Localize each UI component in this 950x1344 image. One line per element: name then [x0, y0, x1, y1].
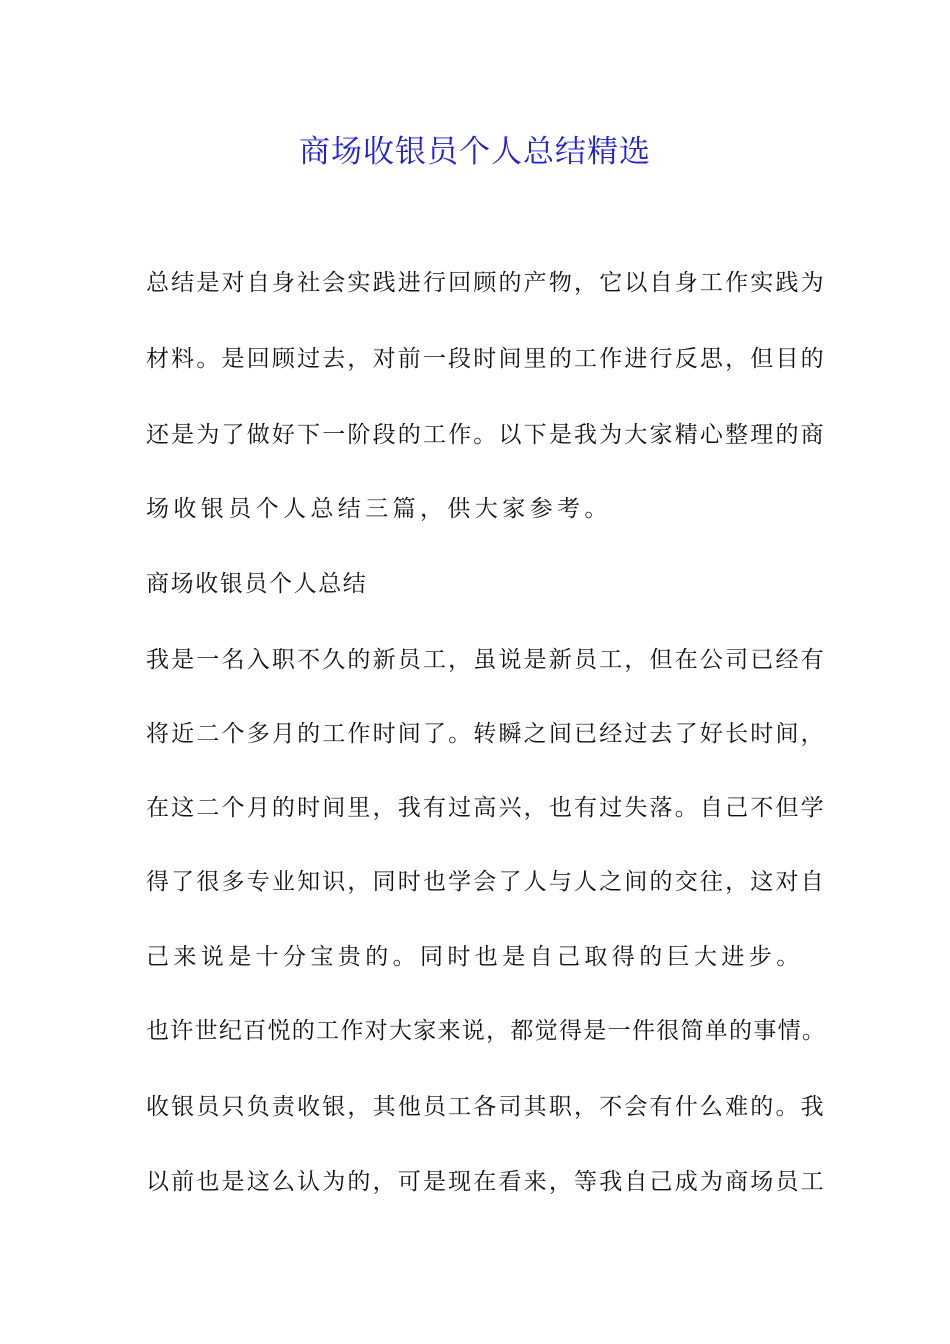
body-line-3: 在这二个月的时间里，我有过高兴，也有过失落。自己不但学 [146, 795, 826, 821]
intro-line-2: 材料。是回顾过去，对前一段时间里的工作进行反思，但目的 [146, 346, 826, 372]
intro-line-1: 总结是对自身社会实践进行回顾的产物，它以自身工作实践为 [146, 270, 826, 296]
body-line-5: 己来说是十分宝贵的。同时也是自己取得的巨大进步。 [146, 944, 804, 970]
body-line-1: 我是一名入职不久的新员工，虽说是新员工，但在公司已经有 [146, 647, 826, 673]
body-line-4: 得了很多专业知识，同时也学会了人与人之间的交往，这对自 [146, 869, 826, 895]
body-line-8: 以前也是这么认为的，可是现在看来，等我自己成为商场员工 [146, 1169, 826, 1195]
document-title: 商场收银员个人总结精选 [299, 134, 651, 170]
section-heading: 商场收银员个人总结 [146, 571, 368, 597]
intro-line-3: 还是为了做好下一阶段的工作。以下是我为大家精心整理的商 [146, 422, 826, 448]
body-line-6: 也许世纪百悦的工作对大家来说，都觉得是一件很简单的事情。 [146, 1018, 827, 1044]
intro-line-4: 场收银员个人总结三篇，供大家参考。 [146, 496, 612, 522]
body-line-2: 将近二个多月的工作时间了。转瞬之间已经过去了好长时间， [146, 721, 826, 747]
body-line-7: 收银员只负责收银，其他员工各司其职，不会有什么难的。我 [146, 1094, 826, 1120]
